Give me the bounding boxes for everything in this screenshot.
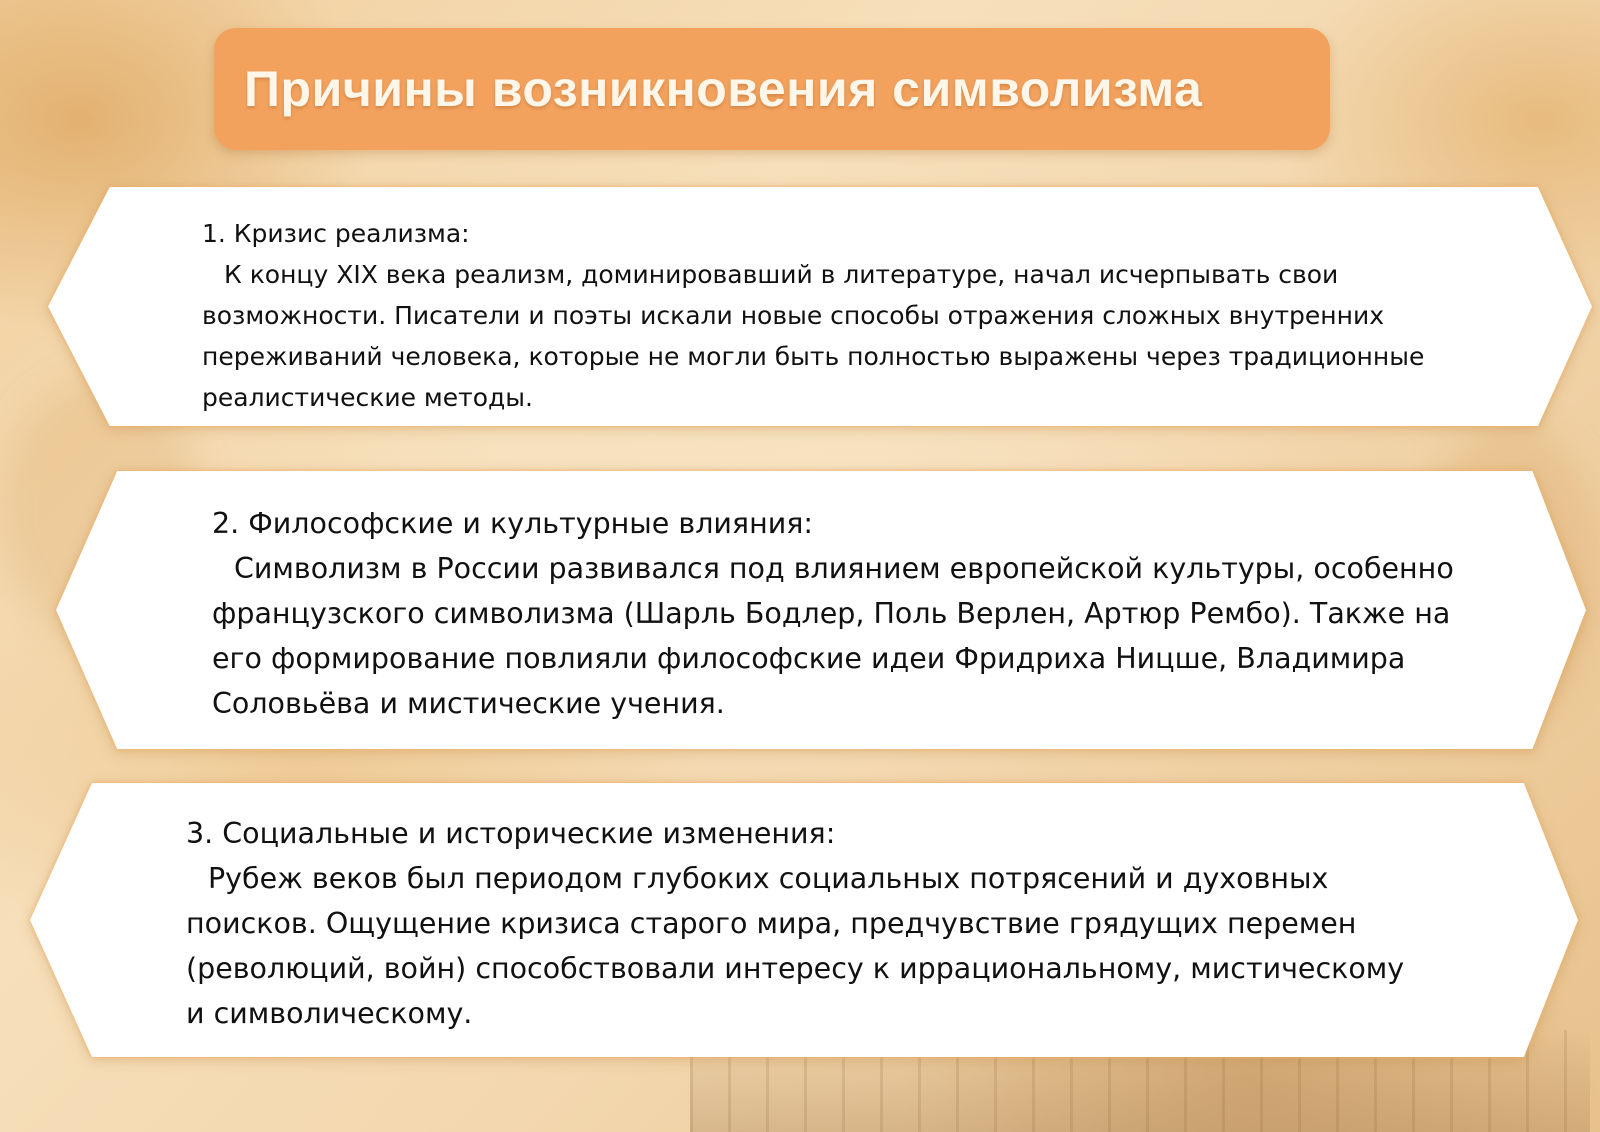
card-body: К концу XIX века реализм, доминировавший в литературе, начал исчерпывать свои возможности. Писатели и поэты искали новые способы отражения сложных внутренних переживаний человека, которые не могли быть полностью выражены через традиционные реалистические методы.: [202, 260, 1425, 412]
card-body: Символизм в России развивался под влиянием европейской культуры, особенно французского символизма (Шарль Бодлер, Поль Верлен, Артюр Рембо). Также на его формирование повлияли философские идеи Фридриха Ницше, Владимира Соловьёва и мистические учения.: [212, 552, 1454, 720]
card-text: [212, 501, 1462, 726]
card-heading: 3. Социальные и исторические изменения:: [186, 817, 836, 850]
card-text: [202, 213, 1452, 418]
page-title: Причины возникновения символизма: [244, 61, 1203, 117]
card-text: [186, 811, 1426, 1036]
cause-card-3: [30, 783, 1578, 1057]
card-body: Рубеж веков был периодом глубоких социальных потрясений и духовных поисков. Ощущение кризиса старого мира, предчувствие грядущих перемен (революций, войн) способствовали интересу к иррациональному, мистическому и символическому.: [186, 862, 1405, 1030]
cause-card-1: [48, 187, 1592, 426]
cause-card-2: [56, 471, 1586, 749]
title-banner: [214, 28, 1330, 150]
card-heading: 2. Философские и культурные влияния:: [212, 507, 813, 540]
card-heading: 1. Кризис реализма:: [202, 219, 470, 248]
